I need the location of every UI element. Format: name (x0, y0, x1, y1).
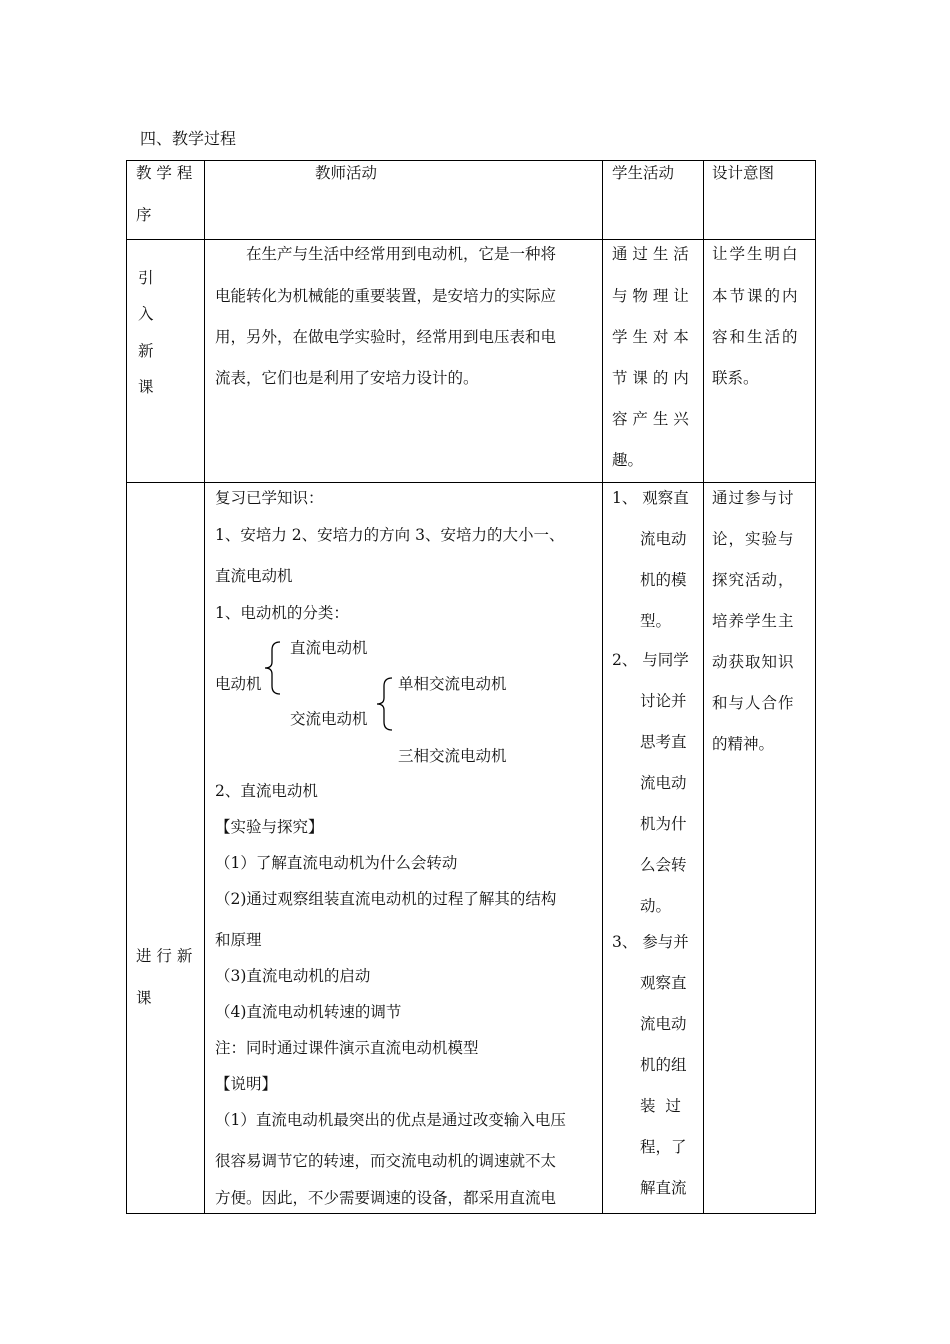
row2-student-line: 流电动 (640, 530, 687, 548)
row1-teacher-line: 电能转化为机械能的重要装置，是安培力的实际应 (215, 287, 557, 305)
row2-student-line: 1、 观察直 (612, 489, 689, 507)
experiment-item: （1）了解直流电动机为什么会转动 (215, 854, 458, 872)
header-teacher-activity: 教师活动 (315, 164, 378, 182)
row2-stage-line2: 课 (136, 989, 152, 1007)
row2-student-line: 流电动 (640, 774, 687, 792)
row2-student-line: 程，了 (640, 1138, 687, 1156)
tree-motor: 电动机 (215, 675, 262, 693)
row1-student-line: 趣。 (612, 451, 644, 469)
row1-design-line: 让学生明白 (712, 245, 800, 263)
experiment-title: 【实验与探究】 (215, 818, 324, 836)
row2-student-line: 观察直 (640, 974, 687, 992)
row1-stage-char: 入 (138, 305, 154, 323)
row2-student-line: 思考直 (640, 733, 687, 751)
row2-design-line: 论，实验与 (712, 530, 795, 548)
table-border-bottom (126, 1213, 816, 1214)
experiment-item: （3)直流电动机的启动 (215, 967, 371, 985)
row1-student-line: 节 课 的 内 (612, 369, 689, 387)
tree-three-phase: 三相交流电动机 (398, 747, 507, 765)
row2-student-line: 3、 参与并 (612, 933, 689, 951)
brace-ac-motor-icon (374, 676, 396, 732)
row1-student-line: 通 过 生 活 (612, 245, 689, 263)
table-col-divider-2 (602, 160, 603, 1214)
row1-stage-char: 课 (138, 378, 154, 396)
table-border-left (126, 160, 127, 1214)
row1-stage-char: 引 (138, 269, 154, 287)
tree-ac-motor: 交流电动机 (290, 710, 368, 728)
tree-dc-motor: 直流电动机 (290, 639, 368, 657)
table-border-top (126, 160, 816, 161)
explain-title: 【说明】 (215, 1075, 278, 1093)
table-col-divider-1 (204, 160, 205, 1214)
row2-student-line: 装 过 (640, 1097, 681, 1115)
row1-student-line: 与 物 理 让 (612, 287, 689, 305)
row1-teacher-line: 用，另外，在做电学实验时，经常用到电压表和电 (215, 328, 557, 346)
row2-student-line: 流电动 (640, 1015, 687, 1033)
row2-design-line: 探究活动， (712, 571, 795, 589)
brace-motor-icon (262, 640, 284, 696)
row1-design-line: 本节课的内 (712, 287, 800, 305)
row2-design-line: 的精神。 (712, 735, 775, 753)
header-student-activity: 学生活动 (612, 164, 675, 182)
experiment-item: （4)直流电动机转速的调节 (215, 1003, 402, 1021)
section-heading: 四、教学过程 (140, 129, 237, 148)
row1-teacher-line: 在生产与生活中经常用到电动机，它是一种将 (246, 245, 557, 263)
row2-student-line: 机为什 (640, 815, 687, 833)
classify-title: 1、电动机的分类： (215, 604, 349, 622)
row2-design-line: 和与人合作 (712, 694, 795, 712)
row2-student-line: 动。 (640, 897, 672, 915)
review-line: 直流电动机 (215, 567, 293, 585)
header-stage-line2: 序 (136, 206, 152, 224)
tree-single-phase: 单相交流电动机 (398, 675, 507, 693)
row1-teacher-line: 流表，它们也是利用了安培力设计的。 (215, 369, 479, 387)
header-design-intent: 设计意图 (712, 164, 775, 182)
row2-design-line: 培养学生主 (712, 612, 795, 630)
experiment-item: 和原理 (215, 931, 262, 949)
note: 注：同时通过课件演示直流电动机模型 (215, 1039, 479, 1057)
table-row-divider-2 (126, 482, 816, 483)
dc-title: 2、直流电动机 (215, 782, 318, 800)
explain-line: 很容易调节它的转速，而交流电动机的调速就不太 (215, 1152, 557, 1170)
row2-design-line: 动获取知识 (712, 653, 795, 671)
review-line: 1、安培力 2、安培力的方向 3、安培力的大小一、 (215, 526, 565, 544)
row2-stage-line1: 进 行 新 (136, 947, 193, 965)
explain-line: （1）直流电动机最突出的优点是通过改变输入电压 (215, 1111, 566, 1129)
row2-student-line: 解直流 (640, 1179, 687, 1197)
table-col-divider-3 (703, 160, 704, 1214)
row2-student-line: 讨论并 (640, 692, 687, 710)
row2-student-line: 机的组 (640, 1056, 687, 1074)
row2-student-line: 2、 与同学 (612, 651, 689, 669)
table-border-right (815, 160, 816, 1214)
experiment-item: （2)通过观察组装直流电动机的过程了解其的结构 (215, 890, 557, 908)
row2-student-line: 么会转 (640, 856, 687, 874)
row1-design-line: 容和生活的 (712, 328, 800, 346)
header-stage-line1: 教 学 程 (136, 164, 193, 182)
row1-student-line: 学 生 对 本 (612, 328, 689, 346)
table-row-divider-1 (126, 239, 816, 240)
row1-stage-char: 新 (138, 342, 154, 360)
row2-design-line: 通过参与讨 (712, 489, 795, 507)
review-title: 复习已学知识： (215, 489, 324, 507)
row1-design-line: 联系。 (712, 369, 759, 387)
row2-student-line: 机的模 (640, 571, 687, 589)
explain-line: 方便。因此，不少需要调速的设备，都采用直流电 (215, 1189, 557, 1207)
row2-student-line: 型。 (640, 612, 672, 630)
row1-student-line: 容 产 生 兴 (612, 410, 689, 428)
